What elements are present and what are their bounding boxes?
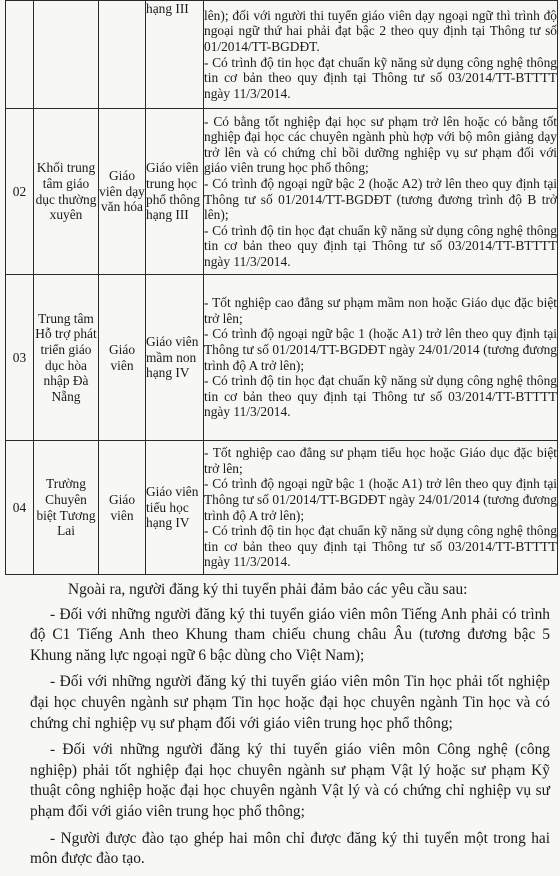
requirement-line: - Tốt nghiệp cao đẳng sư phạm mầm non hoặc Giáo dục đặc biệt trở lên; xyxy=(204,295,557,326)
requirements-cell xyxy=(204,275,558,441)
requirement-line: - Có trình độ ngoại ngữ bậc 1 (hoặc A1) trở lên theo quy định tại Thông tư số 01/2014/TT-BGDĐT ngày 24/01/2014 (tương đương trình độ A trở lên); xyxy=(204,476,557,523)
row-number: 03 xyxy=(6,275,34,441)
row-number xyxy=(6,1,34,109)
row-number: 02 xyxy=(6,109,34,275)
unit-name xyxy=(34,1,99,109)
position-name: Giáo viên xyxy=(99,275,146,441)
requirement-line: - Có trình độ ngoại ngữ bậc 1 (hoặc A1) trở lên theo quy định tại Thông tư số 01/2014/TT-BGDĐT ngày 24/01/2014 (tương đương trình độ A trở lên); xyxy=(204,326,557,373)
table-row xyxy=(6,1,558,109)
recruitment-table xyxy=(5,0,558,575)
position-name: Giáo viên dạy văn hóa xyxy=(99,109,146,275)
requirement-line: - Tốt nghiệp cao đẳng sư phạm tiểu học hoặc Giáo dục đặc biệt trở lên; xyxy=(204,445,557,476)
row-number: 04 xyxy=(6,441,34,575)
job-title: hạng III xyxy=(146,1,204,109)
note-item: - Người được đào tạo ghép hai môn chỉ được đăng ký thi tuyển một trong hai môn được đào tạo. xyxy=(30,829,550,868)
unit-name: Trường Chuyên biệt Tương Lai xyxy=(34,441,99,575)
table-row xyxy=(6,275,558,441)
job-title: Giáo viên tiểu học hạng IV xyxy=(146,441,204,575)
requirements-cell xyxy=(204,109,558,275)
table-row xyxy=(6,441,558,575)
requirements-cell xyxy=(204,441,558,575)
requirement-line: - Có trình độ tin học đạt chuẩn kỹ năng sử dụng công nghệ thông tin cơ bản theo quy định tại Thông tư số 03/2014/TT-BTTTT ngày 11/3/2014. xyxy=(204,373,557,420)
position-name: Giáo viên xyxy=(99,441,146,575)
position-name xyxy=(99,1,146,109)
note-item: - Đối với những người đăng ký thi tuyển giáo viên môn Tiếng Anh phải có trình độ C1 Tiếng Anh theo Khung tham chiếu chung châu Âu (tương đương bậc 5 Khung năng lực ngoại ngữ 6 bậc dùng cho Việt Nam); xyxy=(30,605,550,664)
additional-requirements xyxy=(30,580,550,876)
requirement-line: - Có trình độ tin học đạt chuẩn kỹ năng sử dụng công nghệ thông tin cơ bản theo quy định tại Thông tư số 03/2014/TT-BTTTT ngày 11/3/2014. xyxy=(204,54,557,101)
unit-name: Khối trung tâm giáo dục thường xuyên xyxy=(34,109,99,275)
requirement-line: - Có bằng tốt nghiệp đại học sư phạm trở lên hoặc có bằng tốt nghiệp đại học các chuyên ngành phù hợp với bộ môn giảng dạy trở lên và có chứng chỉ bồi dưỡng nghiệp vụ sư phạm đối với giáo viên trung học phổ thông; xyxy=(204,113,557,176)
requirement-line: - Có trình độ tin học đạt chuẩn kỹ năng sử dụng công nghệ thông tin cơ bản theo quy định tại Thông tư số 03/2014/TT-BTTTT ngày 11/3/2014. xyxy=(204,222,557,269)
job-title: Giáo viên mầm non hạng IV xyxy=(146,275,204,441)
requirement-line: lên); đối với người thi tuyển giáo viên dạy ngoại ngữ thì trình độ ngoại ngữ thứ hai phải đạt bậc 2 theo quy định tại Thông tư số 01/2014/TT-BGDĐT. xyxy=(204,7,557,54)
requirement-line: - Có trình độ ngoại ngữ bậc 2 (hoặc A2) trở lên theo quy định tại Thông tư số 01/2014/TT-BGDĐT (tương đương trình độ B trở lên); xyxy=(204,175,557,223)
notes-intro: Ngoài ra, người đăng ký thi tuyển phải đảm bảo các yêu cầu sau: xyxy=(68,581,468,598)
note-item: - Đối với những người đăng ký thi tuyển giáo viên môn Tin học phải tốt nghiệp đại học chuyên ngành sư phạm Tin học hoặc đại học chuyên ngành Tin học và có chứng chỉ nghiệp vụ sư phạm đối với giáo viên trung học phổ thông; xyxy=(30,673,550,732)
requirement-line: - Có trình độ tin học đạt chuẩn kỹ năng sử dụng công nghệ thông tin cơ bản theo quy định tại Thông tư số 03/2014/TT-BTTTT ngày 11/3/2014. xyxy=(204,523,557,570)
job-title: Giáo viên trung học phổ thông hạng III xyxy=(146,109,204,275)
requirements-cell xyxy=(204,1,558,109)
note-item: - Đối với những người đăng ký thi tuyển giáo viên môn Công nghệ (công nghiệp) phải tốt nghiệp đại học chuyên ngành sư phạm Vật lý hoặc sư phạm Kỹ thuật công nghiệp hoặc đại học chuyên ngành Vật lý và có chứng chỉ nghiệp vụ sư phạm đối với giáo viên trung học phổ thông; xyxy=(30,741,550,820)
unit-name: Trung tâm Hỗ trợ phát triển giáo dục hòa nhập Đà Nẵng xyxy=(34,275,99,441)
table-row xyxy=(6,109,558,275)
